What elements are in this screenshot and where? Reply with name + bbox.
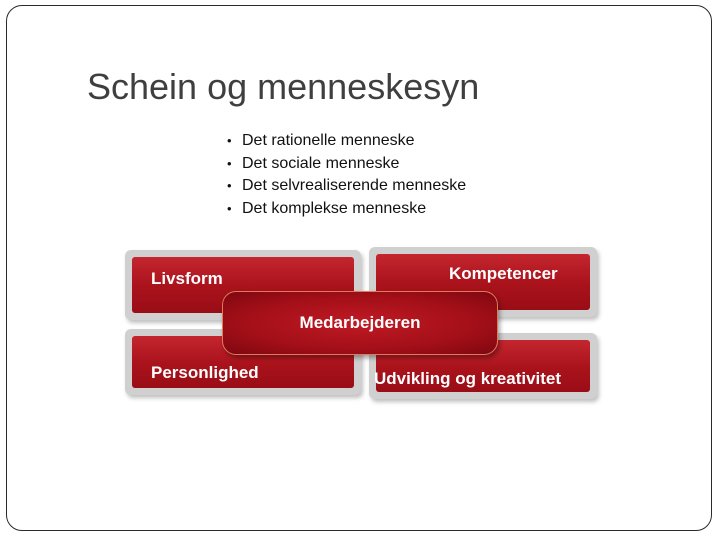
bullet-item: [227, 153, 466, 176]
bullet-item: [227, 175, 466, 198]
bullet-dot-icon: •: [227, 200, 232, 216]
quadrant-label-personlighed: Personlighed: [151, 363, 259, 382]
bullet-text: Det selvrealiserende menneske: [242, 177, 467, 194]
bullet-dot-icon: •: [227, 155, 232, 171]
bullet-text: Det rationelle menneske: [242, 132, 415, 149]
quadrant-label-kompetencer: Kompetencer: [449, 264, 558, 283]
quadrant-label-livsform: Livsform: [151, 269, 223, 288]
medarbejder-diagram: [120, 243, 600, 403]
bullet-item: [227, 198, 466, 221]
bullet-text: Det komplekse menneske: [242, 199, 427, 217]
bullet-dot-icon: •: [227, 178, 232, 193]
quadrant-label-udvikling: Udvikling og kreativitet: [374, 369, 562, 388]
bullet-item: [227, 130, 466, 153]
bullet-list: [227, 130, 466, 220]
slide-title: Schein og menneskesyn: [87, 66, 480, 107]
center-label: Medarbejderen: [299, 313, 421, 332]
center-box-medarbejderen: [222, 291, 498, 355]
bullet-text: Det sociale menneske: [242, 154, 400, 172]
bullet-dot-icon: •: [227, 133, 232, 148]
